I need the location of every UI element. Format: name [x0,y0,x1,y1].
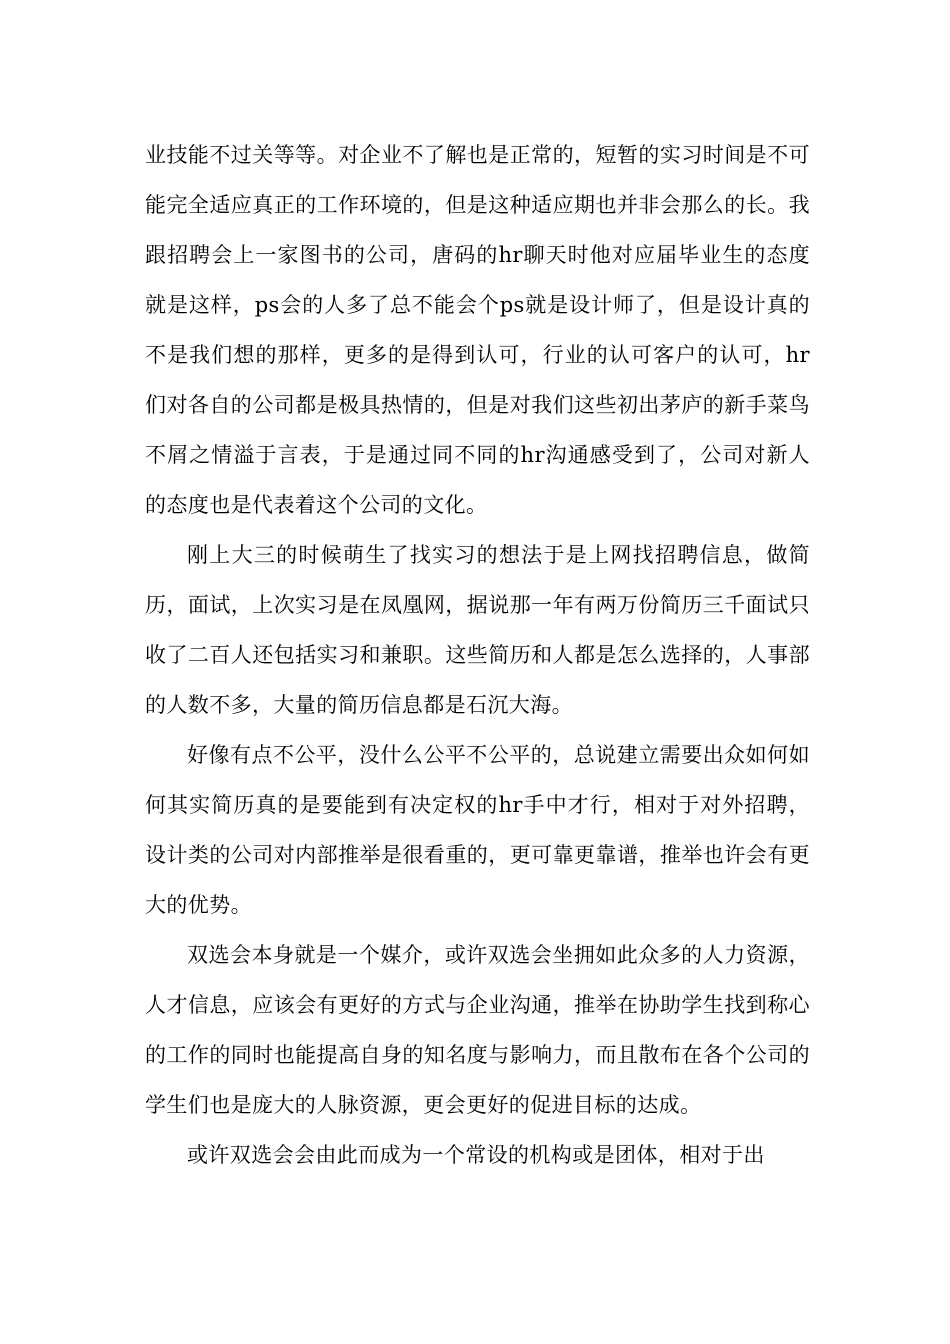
document-body [145,130,810,1180]
paragraph-3: 好像有点不公平，没什么公平不公平的，总说建立需要出众如何如何其实简历真的是要能到有决定权的hr手中才行，相对于对外招聘，设计类的公司对内部推举是很看重的，更可靠更靠谱，推举也许会有更大的优势。 [145,743,810,917]
paragraph-1: 业技能不过关等等。对企业不了解也是正常的，短暂的实习时间是不可能完全适应真正的工作环境的，但是这种适应期也并非会那么的长。我跟招聘会上一家图书的公司，唐码的hr聊天时他对应届毕业生的态度就是这样，ps会的人多了总不能会个ps就是设计师了，但是设计真的不是我们想的那样，更多的是得到认可，行业的认可客户的认可，hr们对各自的公司都是极具热情的，但是对我们这些初出茅庐的新手菜鸟不屑之情溢于言表，于是通过同不同的hr沟通感受到了，公司对新人的态度也是代表着这个公司的文化。 [145,143,810,517]
paragraph-4: 双选会本身就是一个媒介，或许双选会坐拥如此众多的人力资源，人才信息，应该会有更好的方式与企业沟通，推举在协助学生找到称心的工作的同时也能提高自身的知名度与影响力，而且散布在各个公司的学生们也是庞大的人脉资源，更会更好的促进目标的达成。 [145,943,810,1117]
paragraph-5: 或许双选会会由此而成为一个常设的机构或是团体，相对于出 [187,1143,765,1167]
paragraph-2: 刚上大三的时候萌生了找实习的想法于是上网找招聘信息，做简历，面试，上次实习是在凤凰网，据说那一年有两万份简历三千面试只收了二百人还包括实习和兼职。这些简历和人都是怎么选择的，人事部的人数不多，大量的简历信息都是石沉大海。 [145,543,810,717]
